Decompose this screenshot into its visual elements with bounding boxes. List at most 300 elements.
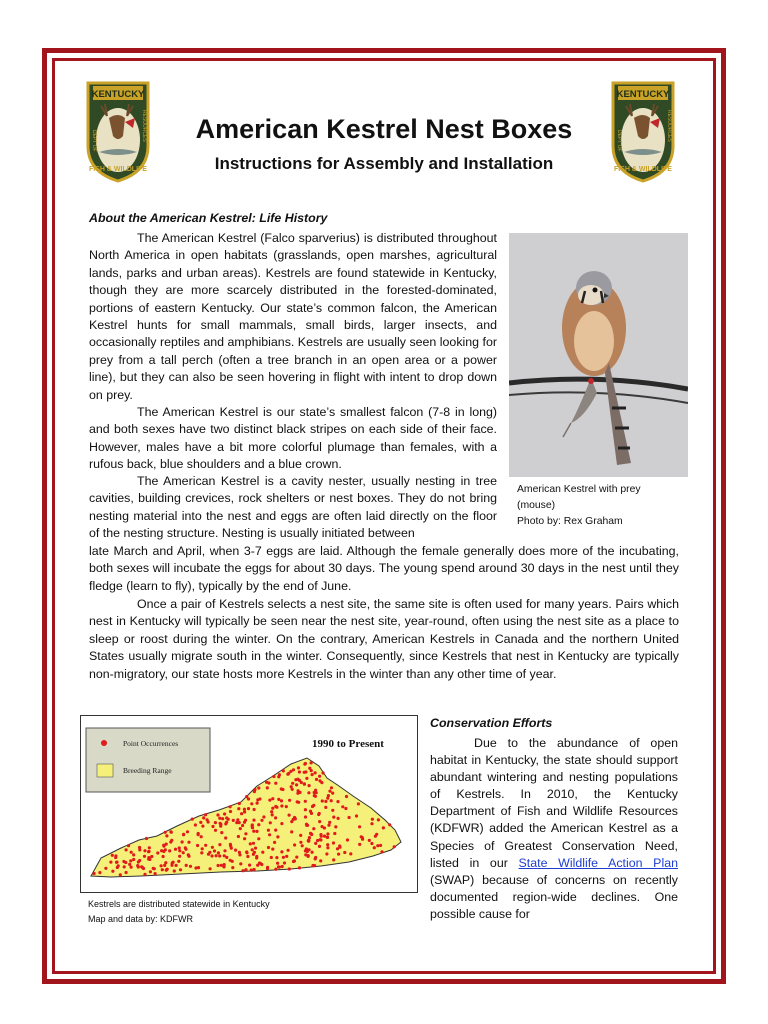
- occurrence-point: [200, 851, 203, 854]
- occurrence-point: [199, 821, 202, 824]
- conservation-paragraph: Due to the abundance of open habitat in Kentucky, the state should support abundant wintering and nesting populations of Kestrels. In 2010, the Kentucky Department of Fish and Wildlife Resources (KDFWR) added the American Kestrel as a Species of Greatest Conservation Need, listed in our State Wildlife Action Plan (SWAP) because of concerns on recently documented region-wide declines. One possible cause for: [430, 736, 678, 921]
- occurrence-point: [252, 842, 255, 845]
- occurrence-point: [218, 817, 221, 820]
- occurrence-point: [202, 816, 205, 819]
- occurrence-point: [290, 820, 293, 823]
- occurrence-point: [318, 845, 321, 848]
- occurrence-point: [324, 800, 327, 803]
- occurrence-point: [310, 812, 313, 815]
- occurrence-point: [220, 864, 223, 867]
- occurrence-point: [295, 783, 298, 786]
- occurrence-point: [370, 842, 373, 845]
- occurrence-point: [357, 802, 360, 805]
- occurrence-point: [143, 855, 146, 858]
- occurrence-point: [253, 868, 256, 871]
- occurrence-point: [298, 770, 301, 773]
- occurrence-point: [269, 821, 272, 824]
- occurrence-point: [130, 851, 133, 854]
- occurrence-point: [282, 856, 285, 859]
- occurrence-point: [300, 781, 303, 784]
- occurrence-point: [266, 866, 269, 869]
- occurrence-point: [305, 777, 308, 780]
- photo-caption: American Kestrel with prey (mouse) Photo by: Rex Graham: [517, 484, 641, 527]
- svg-text:DEPT OF: DEPT OF: [616, 130, 622, 152]
- occurrence-point: [186, 830, 189, 833]
- occurrence-point: [258, 862, 261, 865]
- occurrence-point: [124, 861, 127, 864]
- occurrence-point: [314, 789, 317, 792]
- occurrence-point: [244, 832, 247, 835]
- occurrence-point: [295, 856, 298, 859]
- occurrence-point: [109, 861, 112, 864]
- occurrence-point: [165, 834, 168, 837]
- svg-text:DEPT OF: DEPT OF: [91, 130, 97, 152]
- occurrence-point: [229, 859, 232, 862]
- occurrence-point: [371, 818, 374, 821]
- occurrence-point: [132, 858, 135, 861]
- occurrence-point: [277, 775, 280, 778]
- occurrence-point: [299, 841, 302, 844]
- occurrence-point: [236, 818, 239, 821]
- occurrence-point: [261, 851, 264, 854]
- occurrence-point: [332, 841, 335, 844]
- svg-text:KENTUCKY: KENTUCKY: [616, 89, 670, 100]
- occurrence-point: [292, 860, 295, 863]
- occurrence-point: [311, 773, 314, 776]
- occurrence-point: [332, 816, 335, 819]
- occurrence-point: [174, 848, 177, 851]
- occurrence-point: [169, 840, 172, 843]
- occurrence-point: [255, 830, 258, 833]
- occurrence-point: [150, 855, 153, 858]
- occurrence-point: [145, 837, 148, 840]
- occurrence-point: [325, 852, 328, 855]
- occurrence-point: [252, 819, 255, 822]
- occurrence-point: [374, 835, 377, 838]
- occurrence-point: [318, 820, 321, 823]
- occurrence-point: [168, 849, 171, 852]
- occurrence-point: [336, 847, 339, 850]
- occurrence-point: [320, 781, 323, 784]
- occurrence-point: [257, 823, 260, 826]
- page-subtitle: Instructions for Assembly and Installation: [214, 154, 554, 173]
- occurrence-point: [270, 856, 273, 859]
- occurrence-point: [222, 865, 225, 868]
- svg-text:RESOURCES: RESOURCES: [141, 110, 147, 142]
- occurrence-point: [248, 864, 251, 867]
- occurrence-point: [184, 848, 187, 851]
- occurrence-point: [334, 825, 337, 828]
- occurrence-point: [331, 809, 334, 812]
- occurrence-point: [244, 868, 247, 871]
- occurrence-point: [160, 864, 163, 867]
- occurrence-point: [288, 814, 291, 817]
- occurrence-point: [303, 763, 306, 766]
- kestrel-photo: [509, 233, 688, 477]
- occurrence-point: [239, 827, 242, 830]
- occurrence-point: [141, 866, 144, 869]
- occurrence-point: [164, 831, 167, 834]
- occurrence-point: [266, 786, 269, 789]
- occurrence-point: [308, 784, 311, 787]
- occurrence-point: [268, 799, 271, 802]
- occurrence-point: [255, 856, 258, 859]
- occurrence-point: [337, 853, 340, 856]
- occurrence-point: [230, 847, 233, 850]
- occurrence-point: [297, 766, 300, 769]
- occurrence-point: [211, 825, 214, 828]
- occurrence-point: [376, 844, 379, 847]
- occurrence-point: [98, 871, 101, 874]
- occurrence-point: [237, 807, 240, 810]
- occurrence-point: [204, 813, 207, 816]
- occurrence-point: [324, 806, 327, 809]
- occurrence-point: [165, 843, 168, 846]
- life-history-paragraph-3-continued: late March and April, when 3-7 eggs are laid. Although the female generally does more of the incubating, both sexes will incubate the eggs for about 30 days. The young spend around 30 days in the nest until they fledge (learn to fly), typically by the end of June.: [89, 544, 679, 593]
- occurrence-point: [217, 864, 220, 867]
- occurrence-point: [104, 867, 107, 870]
- life-history-paragraph-3: The American Kestrel is a cavity nester, usually nesting in tree cavities, building crevices, rock shelters or nest boxes. They do not bring nesting material into the nest and eggs are often laid directly on the floor of the nesting structure. Nesting is usually initiated between: [89, 474, 497, 541]
- occurrence-point: [162, 855, 165, 858]
- occurrence-point: [311, 805, 314, 808]
- occurrence-point: [348, 816, 351, 819]
- occurrence-point: [304, 808, 307, 811]
- occurrence-point: [275, 856, 278, 859]
- occurrence-point: [256, 798, 259, 801]
- occurrence-point: [204, 844, 207, 847]
- occurrence-point: [148, 846, 151, 849]
- occurrence-point: [125, 848, 128, 851]
- occurrence-point: [197, 833, 200, 836]
- occurrence-point: [274, 868, 277, 871]
- occurrence-point: [119, 873, 122, 876]
- occurrence-point: [328, 790, 331, 793]
- occurrence-point: [326, 843, 329, 846]
- occurrence-point: [299, 834, 302, 837]
- occurrence-point: [220, 831, 223, 834]
- occurrence-point: [304, 849, 307, 852]
- occurrence-point: [282, 769, 285, 772]
- occurrence-point: [304, 770, 307, 773]
- page-title: American Kestrel Nest Boxes: [195, 114, 573, 144]
- occurrence-point: [274, 805, 277, 808]
- occurrence-point: [288, 799, 291, 802]
- life-history-paragraph-1: The American Kestrel (Falco sparverius) is distributed throughout North America in open habitats (grasslands, open marshes, agricultural lands, parks and urban areas). Kestrels are found statewide in Kentucky, though they are more scarcely distributed in the forested-dominated, portions of eastern Kentucky. Our state’s common falcon, the American Kestrel hunts for small mammals, small birds, larger insects, and occasionally reptiles and amphibians. Kestrels are usually seen looking for prey from a tall perch (often a tree branch in an open area or a power line), but they can also be seen hovering in flight with intent to drop down on prey.: [89, 231, 497, 402]
- occurrence-point: [125, 871, 128, 874]
- occurrence-point: [307, 839, 310, 842]
- occurrence-point: [280, 822, 283, 825]
- occurrence-point: [341, 805, 344, 808]
- occurrence-point: [330, 799, 333, 802]
- occurrence-point: [311, 851, 314, 854]
- occurrence-point: [315, 778, 318, 781]
- occurrence-point: [207, 820, 210, 823]
- occurrence-point: [251, 826, 254, 829]
- occurrence-point: [187, 841, 190, 844]
- occurrence-point: [277, 865, 280, 868]
- occurrence-point: [247, 807, 250, 810]
- occurrence-point: [320, 835, 323, 838]
- occurrence-point: [256, 802, 259, 805]
- occurrence-point: [189, 865, 192, 868]
- occurrence-point: [393, 845, 396, 848]
- occurrence-point: [344, 807, 347, 810]
- occurrence-point: [326, 797, 329, 800]
- occurrence-point: [214, 829, 217, 832]
- occurrence-point: [271, 813, 274, 816]
- occurrence-point: [285, 805, 288, 808]
- occurrence-point: [287, 849, 290, 852]
- occurrence-point: [250, 802, 253, 805]
- occurrence-point: [280, 787, 283, 790]
- occurrence-point: [314, 856, 317, 859]
- occurrence-point: [270, 810, 273, 813]
- occurrence-point: [305, 823, 308, 826]
- kestrel-distribution-map: [80, 715, 418, 893]
- occurrence-point: [137, 865, 140, 868]
- occurrence-point: [111, 870, 114, 873]
- occurrence-point: [219, 825, 222, 828]
- occurrence-point: [178, 855, 181, 858]
- occurrence-point: [326, 846, 329, 849]
- life-history-paragraph-2: The American Kestrel is our state’s smallest falcon (7-8 in long) and both sexes have two distinct black stripes on each side of their face. However, males have a bit more colorful plumage than females, with a rufous back, blue shoulders and a blue crown.: [89, 405, 497, 472]
- occurrence-point: [234, 849, 237, 852]
- occurrence-point: [221, 817, 224, 820]
- occurrence-point: [260, 819, 263, 822]
- occurrence-point: [253, 808, 256, 811]
- svg-text:1990 to Present: 1990 to Present: [312, 738, 384, 750]
- occurrence-point: [153, 867, 156, 870]
- occurrence-point: [380, 850, 383, 853]
- occurrence-point: [280, 850, 283, 853]
- occurrence-point: [178, 849, 181, 852]
- occurrence-point: [280, 804, 283, 807]
- occurrence-point: [338, 844, 341, 847]
- occurrence-point: [358, 843, 361, 846]
- occurrence-point: [238, 851, 241, 854]
- occurrence-point: [253, 851, 256, 854]
- occurrence-point: [156, 851, 159, 854]
- occurrence-point: [280, 799, 283, 802]
- occurrence-point: [388, 823, 391, 826]
- occurrence-point: [129, 859, 132, 862]
- occurrence-point: [111, 854, 114, 857]
- occurrence-point: [298, 866, 301, 869]
- occurrence-point: [251, 848, 254, 851]
- occurrence-point: [288, 867, 291, 870]
- occurrence-point: [229, 843, 232, 846]
- occurrence-point: [238, 821, 241, 824]
- occurrence-point: [240, 812, 243, 815]
- occurrence-point: [232, 819, 235, 822]
- occurrence-point: [225, 821, 228, 824]
- occurrence-point: [318, 775, 321, 778]
- occurrence-point: [147, 858, 150, 861]
- occurrence-point: [370, 822, 373, 825]
- occurrence-point: [237, 835, 240, 838]
- occurrence-point: [272, 775, 275, 778]
- occurrence-point: [332, 858, 335, 861]
- occurrence-point: [314, 842, 317, 845]
- occurrence-point: [245, 795, 248, 798]
- occurrence-point: [252, 830, 255, 833]
- conservation-heading: Conservation Efforts: [430, 716, 553, 730]
- occurrence-point: [207, 853, 210, 856]
- occurrence-point: [313, 794, 316, 797]
- occurrence-point: [201, 847, 204, 850]
- svg-text:Point Occurrences: Point Occurrences: [123, 739, 179, 748]
- occurrence-point: [250, 869, 253, 872]
- occurrence-point: [307, 854, 310, 857]
- occurrence-point: [194, 823, 197, 826]
- occurrence-point: [265, 781, 268, 784]
- occurrence-point: [333, 832, 336, 835]
- occurrence-point: [358, 825, 361, 828]
- occurrence-point: [337, 817, 340, 820]
- occurrence-point: [137, 860, 140, 863]
- occurrence-point: [319, 859, 322, 862]
- occurrence-point: [343, 851, 346, 854]
- occurrence-point: [173, 869, 176, 872]
- occurrence-point: [276, 862, 279, 865]
- occurrence-point: [355, 814, 358, 817]
- occurrence-point: [243, 837, 246, 840]
- occurrence-point: [310, 832, 313, 835]
- occurrence-point: [132, 853, 135, 856]
- occurrence-point: [346, 838, 349, 841]
- occurrence-point: [243, 808, 246, 811]
- occurrence-point: [149, 870, 152, 873]
- occurrence-point: [185, 864, 188, 867]
- occurrence-point: [317, 813, 320, 816]
- occurrence-point: [229, 805, 232, 808]
- occurrence-point: [238, 802, 241, 805]
- occurrence-point: [267, 829, 270, 832]
- occurrence-point: [163, 864, 166, 867]
- occurrence-point: [296, 800, 299, 803]
- state-wildlife-action-plan-link[interactable]: State Wildlife Action Plan: [518, 855, 678, 870]
- occurrence-point: [331, 792, 334, 795]
- occurrence-point: [229, 810, 232, 813]
- occurrence-point: [115, 861, 118, 864]
- occurrence-point: [143, 873, 146, 876]
- occurrence-point: [323, 826, 326, 829]
- occurrence-point: [223, 854, 226, 857]
- occurrence-point: [179, 868, 182, 871]
- occurrence-point: [254, 847, 257, 850]
- occurrence-point: [223, 812, 226, 815]
- occurrence-point: [218, 843, 221, 846]
- occurrence-point: [294, 817, 297, 820]
- occurrence-point: [257, 837, 260, 840]
- occurrence-point: [285, 855, 288, 858]
- occurrence-point: [262, 815, 265, 818]
- occurrence-point: [114, 856, 117, 859]
- occurrence-point: [304, 800, 307, 803]
- occurrence-point: [123, 865, 126, 868]
- svg-text:RESOURCES: RESOURCES: [666, 110, 672, 142]
- occurrence-point: [283, 861, 286, 864]
- occurrence-point: [313, 864, 316, 867]
- occurrence-point: [322, 771, 325, 774]
- occurrence-point: [166, 868, 169, 871]
- occurrence-point: [178, 846, 181, 849]
- occurrence-point: [253, 790, 256, 793]
- occurrence-point: [197, 866, 200, 869]
- occurrence-point: [321, 799, 324, 802]
- occurrence-point: [138, 846, 141, 849]
- occurrence-point: [117, 864, 120, 867]
- occurrence-point: [291, 788, 294, 791]
- occurrence-point: [175, 864, 178, 867]
- occurrence-point: [277, 798, 280, 801]
- occurrence-point: [330, 786, 333, 789]
- occurrence-point: [218, 854, 221, 857]
- occurrence-point: [211, 846, 214, 849]
- occurrence-point: [276, 835, 279, 838]
- occurrence-point: [373, 846, 376, 849]
- occurrence-point: [216, 813, 219, 816]
- occurrence-point: [382, 826, 385, 829]
- occurrence-point: [274, 816, 277, 819]
- occurrence-point: [312, 827, 315, 830]
- occurrence-point: [273, 841, 276, 844]
- occurrence-point: [319, 838, 322, 841]
- occurrence-point: [219, 822, 222, 825]
- occurrence-point: [181, 840, 184, 843]
- occurrence-point: [128, 863, 131, 866]
- occurrence-point: [327, 824, 330, 827]
- occurrence-point: [301, 844, 304, 847]
- occurrence-point: [281, 865, 284, 868]
- svg-text:Breeding Range: Breeding Range: [123, 766, 172, 775]
- occurrence-point: [267, 846, 270, 849]
- occurrence-point: [214, 821, 217, 824]
- occurrence-point: [297, 789, 300, 792]
- occurrence-point: [130, 866, 133, 869]
- occurrence-point: [210, 854, 213, 857]
- occurrence-point: [290, 830, 293, 833]
- occurrence-point: [187, 855, 190, 858]
- occurrence-point: [244, 819, 247, 822]
- occurrence-point: [182, 851, 185, 854]
- occurrence-point: [224, 836, 227, 839]
- occurrence-point: [225, 816, 228, 819]
- occurrence-point: [213, 849, 216, 852]
- occurrence-point: [161, 868, 164, 871]
- occurrence-point: [127, 844, 130, 847]
- occurrence-point: [201, 825, 204, 828]
- occurrence-point: [245, 850, 248, 853]
- occurrence-point: [143, 849, 146, 852]
- occurrence-point: [307, 791, 310, 794]
- occurrence-point: [293, 843, 296, 846]
- occurrence-point: [308, 767, 311, 770]
- occurrence-point: [328, 821, 331, 824]
- occurrence-point: [246, 855, 249, 858]
- occurrence-point: [310, 761, 313, 764]
- life-history-paragraph-4: Once a pair of Kestrels selects a nest site, the same site is often used for many years. Pairs which nest in Kentucky will typically be seen near the nest site, year-round, often using the nest site as a place to sleep or roost during the winter. On the contrary, American Kestrels in Canada and the northern United States usually migrate south in the winter. Consequently, since Kestrels that nest in Kentucky are typically non-migratory, our state hosts more Kestrels in the winter than any other time of year.: [89, 597, 679, 681]
- occurrence-point: [93, 872, 96, 875]
- occurrence-point: [231, 866, 234, 869]
- svg-text:KENTUCKY: KENTUCKY: [91, 89, 145, 100]
- occurrence-point: [349, 852, 352, 855]
- occurrence-point: [304, 815, 307, 818]
- occurrence-point: [268, 833, 271, 836]
- occurrence-point: [294, 778, 297, 781]
- occurrence-point: [377, 818, 380, 821]
- occurrence-point: [239, 862, 242, 865]
